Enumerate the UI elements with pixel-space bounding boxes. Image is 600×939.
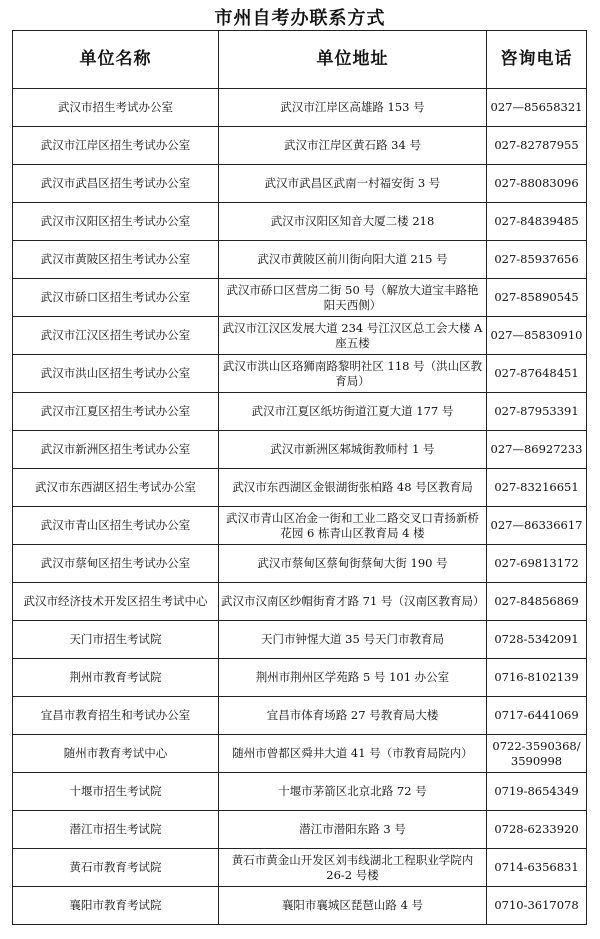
unit-name-cell: 武汉市东西湖区招生考试办公室	[13, 469, 219, 507]
unit-name-cell: 黄石市教育考试院	[13, 849, 219, 887]
address-cell: 武汉市江岸区黄石路 34 号	[219, 127, 487, 165]
unit-name-cell: 武汉市江岸区招生考试办公室	[13, 127, 219, 165]
table-row	[13, 887, 587, 925]
unit-name-cell: 武汉市青山区招生考试办公室	[13, 507, 219, 545]
table-row	[13, 507, 587, 545]
phone-cell: 0728-5342091	[487, 621, 587, 659]
phone-cell: 027-69813172	[487, 545, 587, 583]
phone-cell: 027-83216651	[487, 469, 587, 507]
table-row	[13, 659, 587, 697]
table-row	[13, 203, 587, 241]
unit-name-cell: 武汉市新洲区招生考试办公室	[13, 431, 219, 469]
table-row	[13, 735, 587, 773]
table-row	[13, 811, 587, 849]
address-cell: 武汉市江夏区纸坊街道江夏大道 177 号	[219, 393, 487, 431]
unit-name-cell: 武汉市武昌区招生考试办公室	[13, 165, 219, 203]
unit-name-cell: 武汉市黄陂区招生考试办公室	[13, 241, 219, 279]
unit-name-cell: 荆州市教育考试院	[13, 659, 219, 697]
unit-name-cell: 武汉市江汉区招生考试办公室	[13, 317, 219, 355]
phone-cell: 027-85890545	[487, 279, 587, 317]
header-address: 单位地址	[219, 31, 487, 89]
phone-cell: 0728-6233920	[487, 811, 587, 849]
unit-name-cell: 武汉市经济技术开发区招生考试中心	[13, 583, 219, 621]
phone-cell: 0716-8102139	[487, 659, 587, 697]
address-cell: 武汉市硚口区营房二街 50 号（解放大道宝丰路艳阳天西侧）	[219, 279, 487, 317]
address-cell: 武汉市武昌区武南一村福安街 3 号	[219, 165, 487, 203]
phone-cell: 027-85937656	[487, 241, 587, 279]
phone-cell: 027—85830910	[487, 317, 587, 355]
phone-cell: 0722-3590368/3590998	[487, 735, 587, 773]
phone-cell: 0717-6441069	[487, 697, 587, 735]
phone-cell: 027-82787955	[487, 127, 587, 165]
table-row	[13, 89, 587, 127]
phone-cell: 027-87648451	[487, 355, 587, 393]
phone-cell: 027-87953391	[487, 393, 587, 431]
phone-cell: 0714-6356831	[487, 849, 587, 887]
unit-name-cell: 武汉市汉阳区招生考试办公室	[13, 203, 219, 241]
table-row	[13, 393, 587, 431]
unit-name-cell: 天门市招生考试院	[13, 621, 219, 659]
table-row	[13, 621, 587, 659]
contact-table	[12, 30, 587, 925]
address-cell: 武汉市东西湖区金银湖街张柏路 48 号区教育局	[219, 469, 487, 507]
table-row	[13, 355, 587, 393]
address-cell: 十堰市茅箭区北京北路 72 号	[219, 773, 487, 811]
unit-name-cell: 随州市教育考试中心	[13, 735, 219, 773]
phone-cell: 027-88083096	[487, 165, 587, 203]
unit-name-cell: 潜江市招生考试院	[13, 811, 219, 849]
phone-cell: 027—86336617	[487, 507, 587, 545]
address-cell: 潜江市潜阳东路 3 号	[219, 811, 487, 849]
unit-name-cell: 武汉市江夏区招生考试办公室	[13, 393, 219, 431]
table-row	[13, 279, 587, 317]
table-row	[13, 165, 587, 203]
address-cell: 黄石市黄金山开发区刘韦线湖北工程职业学院内 26-2 号楼	[219, 849, 487, 887]
table-row	[13, 241, 587, 279]
table-row	[13, 431, 587, 469]
unit-name-cell: 武汉市洪山区招生考试办公室	[13, 355, 219, 393]
phone-cell: 027-84839485	[487, 203, 587, 241]
unit-name-cell: 武汉市蔡甸区招生考试办公室	[13, 545, 219, 583]
address-cell: 天门市钟惺大道 35 号天门市教育局	[219, 621, 487, 659]
unit-name-cell: 宜昌市教育招生和考试办公室	[13, 697, 219, 735]
table-row	[13, 849, 587, 887]
unit-name-cell: 襄阳市教育考试院	[13, 887, 219, 925]
address-cell: 宜昌市体育场路 27 号教育局大楼	[219, 697, 487, 735]
address-cell: 武汉市汉阳区知音大厦二楼 218	[219, 203, 487, 241]
unit-name-cell: 武汉市硚口区招生考试办公室	[13, 279, 219, 317]
page-title: 市州自考办联系方式	[214, 8, 386, 29]
address-cell: 荆州市荆州区学苑路 5 号 101 办公室	[219, 659, 487, 697]
address-cell: 武汉市新洲区邾城街教师村 1 号	[219, 431, 487, 469]
table-row	[13, 545, 587, 583]
phone-cell: 0719-8654349	[487, 773, 587, 811]
address-cell: 武汉市洪山区珞狮南路黎明社区 118 号（洪山区教育局）	[219, 355, 487, 393]
table-header-row	[13, 31, 587, 89]
address-cell: 襄阳市襄城区琵琶山路 4 号	[219, 887, 487, 925]
table-row	[13, 469, 587, 507]
unit-name-cell: 武汉市招生考试办公室	[13, 89, 219, 127]
address-cell: 武汉市青山区冶金一街和工业二路交叉口青扬新桥花园 6 栋青山区教育局 4 楼	[219, 507, 487, 545]
address-cell: 武汉市江汉区发展大道 234 号江汉区总工会大楼 A 座五楼	[219, 317, 487, 355]
address-cell: 武汉市江岸区高雄路 153 号	[219, 89, 487, 127]
table-row	[13, 127, 587, 165]
table-row	[13, 317, 587, 355]
table-row	[13, 583, 587, 621]
header-phone: 咨询电话	[487, 31, 587, 89]
address-cell: 随州市曾都区舜井大道 41 号（市教育局院内）	[219, 735, 487, 773]
phone-cell: 027—86927233	[487, 431, 587, 469]
address-cell: 武汉市蔡甸区蔡甸街蔡甸大街 190 号	[219, 545, 487, 583]
address-cell: 武汉市汉南区纱帽街育才路 71 号（汉南区教育局）	[219, 583, 487, 621]
address-cell: 武汉市黄陂区前川街向阳大道 215 号	[219, 241, 487, 279]
header-unit-name: 单位名称	[13, 31, 219, 89]
phone-cell: 027-84856869	[487, 583, 587, 621]
phone-cell: 027—85658321	[487, 89, 587, 127]
table-row	[13, 773, 587, 811]
phone-cell: 0710-3617078	[487, 887, 587, 925]
unit-name-cell: 十堰市招生考试院	[13, 773, 219, 811]
table-row	[13, 697, 587, 735]
